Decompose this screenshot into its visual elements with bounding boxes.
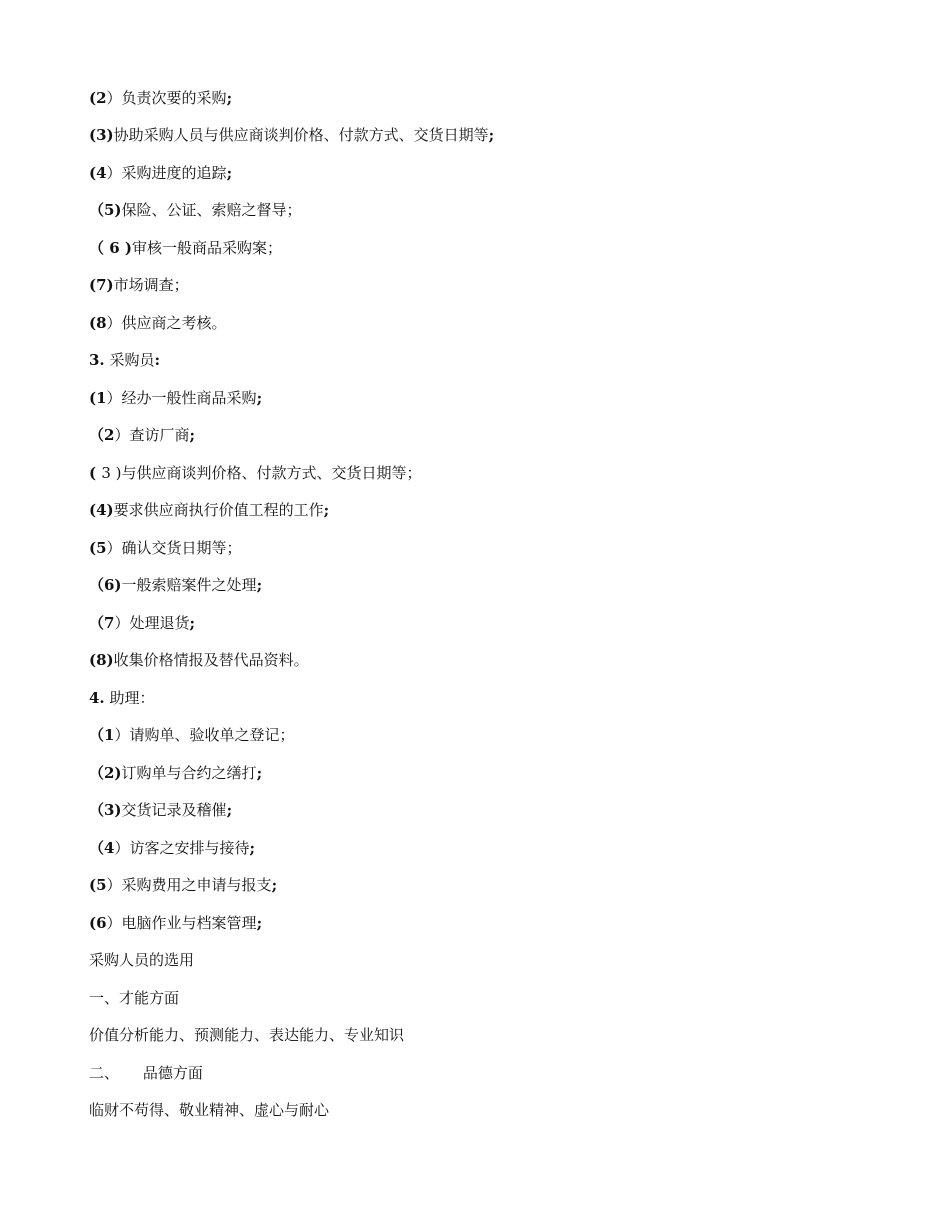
item-text: ）供应商之考核。 [106,314,227,332]
item-text: 3 [101,464,116,482]
item-number: (5 [89,876,107,894]
item-number: (4) [89,501,114,519]
list-item [89,200,302,220]
item-number: (8) [89,651,114,669]
section-punct: : [154,351,160,369]
item-text: 审核一般商品采购案； [131,239,282,257]
section-number: 3. [89,351,105,369]
item-text: 收集价格情报及替代品资料。 [113,651,309,669]
section-heading [89,688,154,708]
paragraph [89,950,194,970]
item-text: ）经办一般性商品采购 [106,389,257,407]
item-number: （5) [89,201,122,219]
section-title: 采购员 [104,351,155,369]
list-item [89,313,227,333]
paragraph-text: 二、 品德方面 [89,1064,203,1082]
list-item [89,125,494,145]
item-number: (7) [89,276,114,294]
item-punct: ; [323,501,330,519]
list-item [89,238,282,258]
item-number: （2 [89,426,115,444]
paragraph [89,1063,203,1083]
paragraph-text: 价值分析能力、预测能力、表达能力、专业知识 [89,1026,405,1044]
item-number: （6) [89,576,122,594]
item-number: （2) [89,764,122,782]
paragraph-text: 一、才能方面 [89,989,180,1007]
list-item [89,388,262,408]
list-item [89,538,242,558]
item-punct: ; [249,839,255,857]
item-punct: ; [189,426,195,444]
list-item [89,88,232,108]
item-text: ）请购单、验收单之登记； [114,726,295,744]
item-text: 交货记录及稽催 [121,801,227,819]
section-title: 助理： [104,689,155,707]
item-number: （3) [89,801,122,819]
list-item [89,650,309,670]
list-item [89,800,232,820]
list-item [89,500,329,520]
item-number: （1 [89,726,115,744]
list-item [89,725,294,745]
item-number: (8 [89,314,107,332]
item-text: ）负责次要的采购 [106,89,227,107]
list-item [89,425,195,445]
item-text: ）确认交货日期等； [106,539,242,557]
item-text: ）采购进度的追踪 [106,164,227,182]
item-punct: ; [256,576,263,594]
item-number: (5 [89,539,107,557]
item-number: (2 [89,89,107,107]
list-item [89,575,262,595]
list-item [89,463,422,483]
item-text: ）处理退货 [114,614,190,632]
paragraph-text: 采购人员的选用 [89,951,195,969]
paragraph-text: 临财不苟得、敬业精神、虚心与耐心 [89,1101,330,1119]
item-text-rest: )与供应商谈判价格、付款方式、交货日期等； [115,464,422,482]
list-item [89,875,277,895]
item-number: (3) [89,126,114,144]
item-punct: ; [226,164,233,182]
list-item [89,763,262,783]
paragraph [89,1025,404,1045]
item-number: （ 6 ) [89,239,132,257]
item-text: 协助采购人员与供应商谈判价格、付款方式、交货日期等 [113,126,489,144]
item-text: ）查访厂商 [114,426,190,444]
section-number: 4. [89,689,105,707]
item-punct: ; [256,914,263,932]
item-text: 市场调查； [113,276,189,294]
item-punct: ; [256,764,263,782]
item-punct: ; [271,876,278,894]
item-text: ）电脑作业与档案管理 [106,914,257,932]
item-text: 保险、公证、索赔之督导； [121,201,302,219]
item-number: ( [89,464,102,482]
paragraph [89,1100,329,1120]
item-text: 订购单与合约之缮打 [121,764,257,782]
section-heading [89,350,160,370]
item-text: ）采购费用之申请与报支 [106,876,272,894]
item-text: 要求供应商执行价值工程的工作 [113,501,324,519]
item-number: (1 [89,389,107,407]
list-item [89,275,189,295]
item-punct: ; [226,89,233,107]
item-number: (6 [89,914,107,932]
item-text: ）访客之安排与接待 [114,839,250,857]
list-item [89,613,195,633]
item-number: （4 [89,839,115,857]
item-text: 一般索赔案件之处理 [121,576,257,594]
item-punct: ; [226,801,233,819]
item-number: (4 [89,164,107,182]
list-item [89,838,255,858]
item-punct: ; [256,389,263,407]
list-item [89,913,262,933]
list-item [89,163,232,183]
item-punct: ; [189,614,195,632]
paragraph [89,988,179,1008]
item-punct: ; [488,126,495,144]
item-number: （7 [89,614,115,632]
